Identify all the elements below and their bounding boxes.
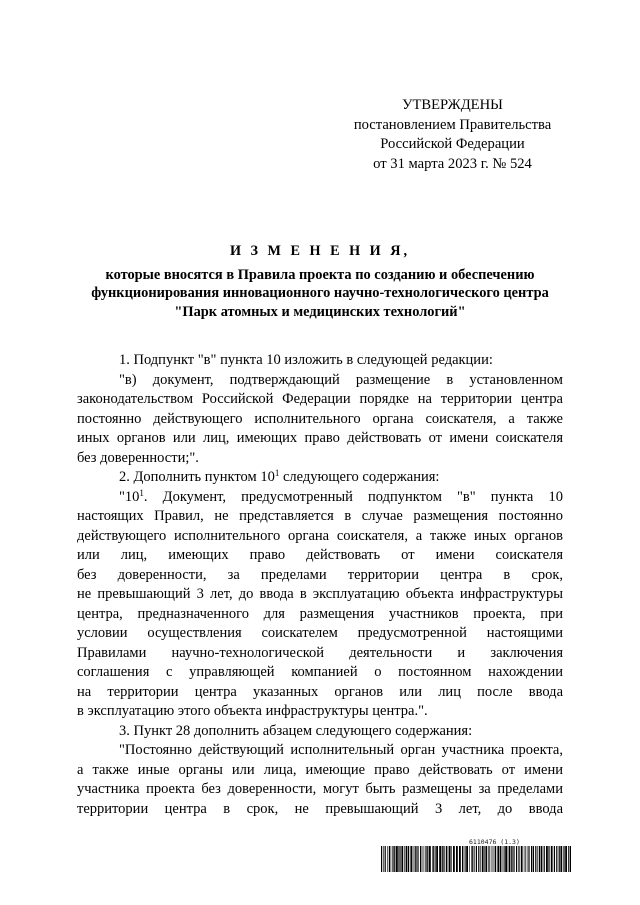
- document-body: [77, 351, 563, 819]
- paragraph-line: действующего исполнительного органа соискателя, а также иных органов: [77, 527, 563, 544]
- paragraph-line: или лиц, имеющих право действовать от имени соискателя: [77, 547, 563, 563]
- paragraph-line: 1. Подпункт "в" пункта 10 изложить в следующей редакции:: [119, 352, 493, 368]
- paragraph-line: постоянно действующего исполнительного органа соискателя, а также: [77, 410, 563, 427]
- superscript: 1: [274, 468, 280, 478]
- approval-date-number: от 31 марта 2023 г. № 524: [373, 155, 532, 172]
- paragraph-line: соглашения с управляющей компанией о постоянном нахождении: [77, 664, 563, 680]
- approval-by-line: постановлением Правительства: [353, 116, 552, 133]
- subtitle-line: функционирования инновационного научно-технологического центра: [91, 285, 549, 302]
- approval-stamp: [340, 96, 565, 174]
- paragraph-line: Правилами научно-технологической деятельности и заключения: [77, 644, 563, 661]
- paragraph-line: "в) документ, подтверждающий размещение в установленном: [119, 371, 563, 388]
- barcode-code: 6110476 (1.3): [469, 838, 520, 846]
- paragraph-line: не превышающий 3 лет, до ввода в эксплуатацию объекта инфраструктуры: [77, 586, 563, 602]
- paragraph-line: без доверенности, за пределами территории центра в срок,: [77, 566, 563, 583]
- paragraph-line: "Постоянно действующий исполнительный орган участника проекта,: [119, 742, 563, 758]
- barcode-icon: [381, 846, 571, 872]
- superscript: 1: [139, 487, 144, 498]
- paragraph-line: настоящих Правил, не представляется в случае размещения постоянно: [77, 508, 563, 524]
- paragraph-line: иных органов или лиц, имеющих право действовать от имени соискателя: [77, 430, 563, 446]
- approval-title: УТВЕРЖДЕНЫ: [402, 97, 503, 113]
- subtitle-line: "Парк атомных и медицинских технологий": [174, 303, 466, 320]
- paragraph-line: [77, 488, 563, 508]
- paragraph-line: территории центра в срок, не превышающий 3 лет, до ввода: [77, 800, 563, 817]
- paragraph-line: [77, 468, 563, 488]
- paragraph-line: участника проекта без доверенности, могут быть размещены за пределами: [77, 781, 563, 797]
- paragraph-line: центра, предназначенного для размещения участников проекта, при: [77, 605, 563, 622]
- text-fragment: 2. Дополнить пунктом 10: [119, 469, 275, 485]
- paragraph-line: условии осуществления соискателем предусмотренной настоящими: [77, 625, 563, 641]
- document-barcode: [381, 838, 571, 872]
- document-subtitle: [60, 266, 580, 321]
- paragraph-line: на территории центра указанных органов или лиц после ввода: [77, 683, 563, 700]
- document-heading: И З М Е Н Е Н И Я,: [229, 243, 411, 259]
- paragraph-line: а также иные органы или лица, имеющие право действовать от имени: [77, 761, 563, 778]
- subtitle-line: которые вносятся в Правила проекта по созданию и обеспечению: [105, 267, 535, 283]
- text-fragment: . Документ, предусмотренный подпунктом "в" пункта 10: [143, 488, 563, 505]
- paragraph-line: законодательством Российской Федерации порядке на территории центра: [77, 391, 563, 407]
- paragraph-line: без доверенности;".: [77, 449, 199, 466]
- text-fragment: следующего содержания:: [279, 469, 440, 485]
- paragraph-line: в эксплуатацию этого объекта инфраструктуры центра.".: [77, 703, 428, 719]
- text-fragment: "10: [119, 488, 140, 505]
- approval-government-line: Российской Федерации: [380, 136, 525, 152]
- paragraph-line: 3. Пункт 28 дополнить абзацем следующего содержания:: [119, 722, 473, 739]
